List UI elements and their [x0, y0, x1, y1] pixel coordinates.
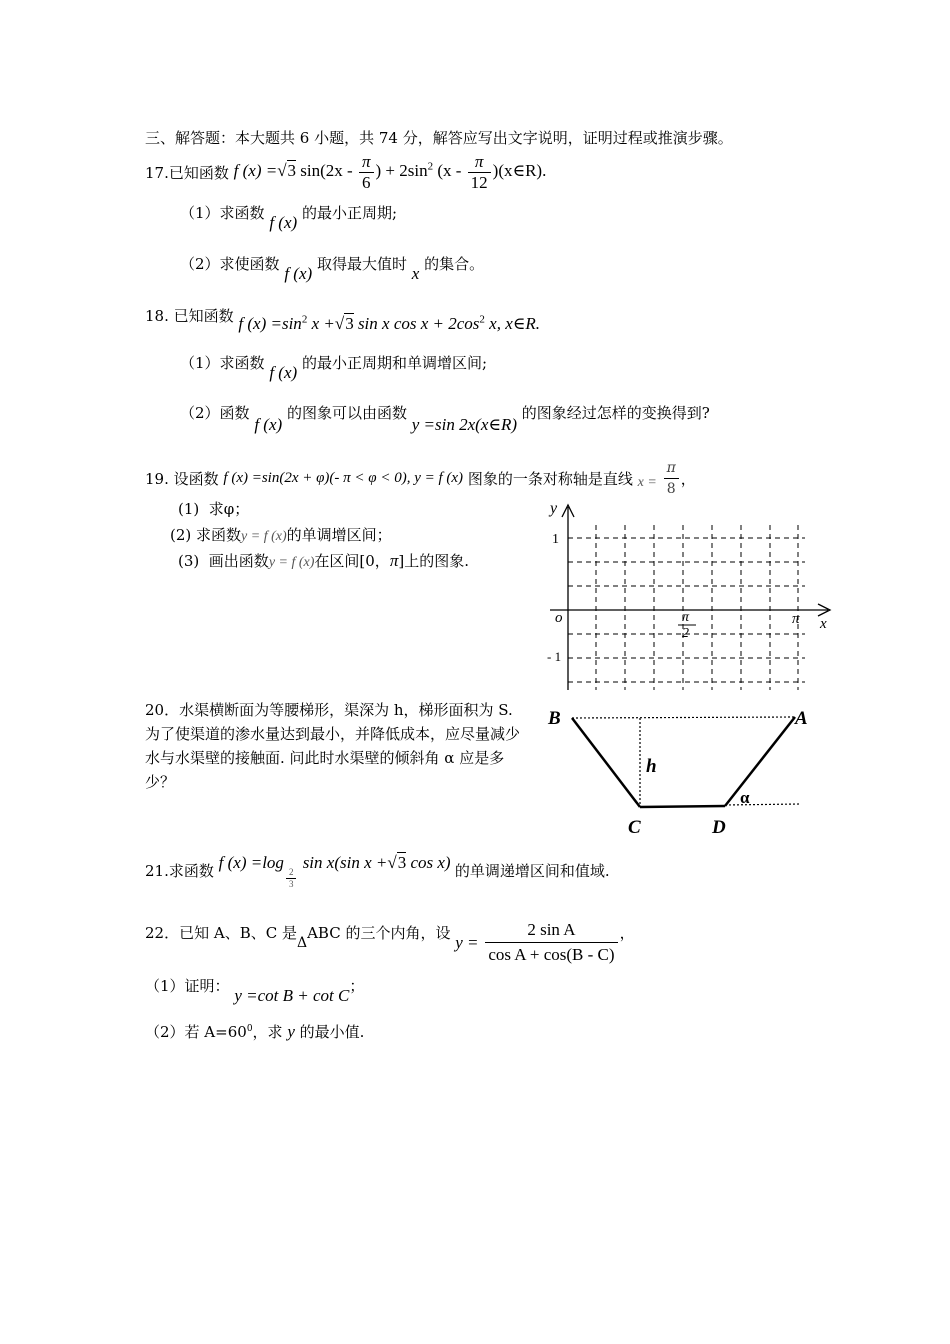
q21-sqrt3: 3	[397, 853, 407, 872]
q19-p2-a: 求函数	[196, 526, 242, 544]
x-axis-label: x	[820, 616, 827, 632]
q19-p2-b: 的单调增区间；	[286, 526, 392, 544]
q18-statement: 18. 已知函数 f $(x) =\sin^2$ x +√3 sin x $\cos x + 2\cos^2$ x, x∈R.	[145, 307, 540, 333]
q19-comma: ，	[680, 470, 696, 488]
q19-p3-b: 在区间[0，	[314, 552, 390, 570]
q17-part1-prefix: （1）求函数	[180, 204, 265, 222]
vertex-label-B: B	[548, 708, 561, 729]
vertex-label-C: C	[628, 817, 641, 838]
q22-part1-prefix: （1）证明：	[145, 977, 230, 995]
q20-trapezoid-figure	[540, 700, 830, 845]
q22-fraction: $\frac{\text{2 sin A}}{\text{cos A + cos(B - C)}}$	[485, 918, 617, 967]
q18-part2-mid: 的图象可以由函数	[286, 404, 407, 422]
q18-part1-prefix: （1）求函数	[180, 354, 265, 372]
q22-statement	[145, 908, 635, 964]
q18-formula-d: x, x∈R.	[489, 314, 540, 333]
q21-label: 21.求函数	[145, 862, 214, 880]
q18-sqrt3: 3	[345, 314, 354, 333]
q22-label: 22．已知 A、B、C 是	[145, 924, 297, 942]
q17-part2-suffix: 的集合。	[424, 255, 485, 273]
q19-axis-x: x =	[637, 474, 657, 490]
q18-part2	[180, 402, 710, 434]
angle-label-alpha: α	[740, 788, 750, 807]
q19-p3-c: ]上的图象.	[398, 552, 469, 570]
q19-p3-a: 画出函数	[208, 552, 269, 570]
q19-p1-text: 求φ；	[208, 500, 250, 518]
q17-formula-c: ) + 2sin	[375, 161, 428, 181]
q21-log-base: $\frac{2}{3}$	[286, 867, 297, 890]
q17-formula-b: sin(2x -	[300, 161, 353, 181]
q18-label: 18. 已知函数	[145, 307, 234, 325]
q19-part2	[170, 524, 392, 545]
q20-text: 20．水渠横断面为等腰梯形，渠深为 h，梯形面积为 S. 为了使渠道的渗水量达到最小，并降低成本，应尽量减少水与水渠壁的接触面. 问此时水渠壁的倾斜角 α 应是多少？	[145, 701, 521, 791]
q22-delta: Δ	[296, 934, 308, 951]
origin-label: o	[555, 610, 563, 626]
q18-formula-a: f (x) =sin	[238, 314, 302, 333]
q17-frac-pi-6: $\frac{\pi}{6}$	[359, 152, 374, 193]
q22-part2-sup: 0	[246, 1024, 253, 1034]
q19-statement	[145, 458, 696, 499]
q19-formula: f (x) =sin(2x + φ)(- π < φ < 0), y = f (x)	[223, 470, 464, 486]
q19-p1-num: (1)	[178, 500, 200, 518]
q17-square: 2	[427, 160, 434, 173]
q22-part2-b: ，求	[252, 1023, 283, 1041]
section-header: 三、解答题：本大题共 6 小题，共 74 分，解答应写出文字说明，证明过程或推演步骤。	[145, 129, 733, 147]
q17-part1-suffix: 的最小正周期;	[301, 204, 398, 222]
q22-part2-y: y	[287, 1022, 295, 1041]
q17-part1-fx: f (x)	[269, 213, 298, 232]
tick-label-pi-half-num: π	[682, 610, 690, 625]
q19-p3-f: y = f (x)	[268, 555, 315, 570]
q17-statement: 17.已知函数 f (x) =√3 sin(2x - $\frac{\pi}{6}$ ) + $2\sin^2$ (x - $\frac{\pi}{12}$ )(x∈R).	[145, 152, 547, 192]
vertex-label-D: D	[712, 817, 726, 838]
q19-p3-pi: π	[389, 551, 399, 570]
q19-grid-figure	[540, 495, 840, 695]
q21-formula-a: f (x) =log	[218, 853, 284, 872]
q17-part2	[180, 253, 485, 283]
q17-sqrt3: 3	[287, 161, 297, 181]
q18-part1-fx: f (x)	[269, 363, 298, 382]
q19-part1	[178, 498, 249, 519]
q19-p3-num: (3)	[178, 552, 200, 570]
q22-abc: ABC 的三个内角，设	[307, 924, 451, 942]
tick-label-pi: π	[792, 611, 800, 627]
q17-part2-fx: f (x)	[284, 264, 313, 283]
q22-part2-a: （2）若 A=60	[145, 1023, 247, 1041]
q17-part2-x: x	[411, 264, 420, 283]
q18-part2-fx: f (x)	[254, 415, 283, 434]
q19-label: 19. 设函数	[145, 470, 219, 488]
q18-sq-2: 2	[479, 313, 485, 326]
trapezoid-right-wall	[725, 717, 795, 806]
tick-label-neg1: - 1	[547, 649, 562, 664]
q17-label: 17.已知函数	[145, 164, 229, 182]
q21-formula-b: sin x(sin x +	[302, 853, 388, 872]
q19-p2-f: y = f (x)	[241, 529, 287, 544]
q22-part2	[145, 1021, 364, 1042]
q18-formula-b: x +	[311, 314, 335, 333]
q17-formula-a: f (x) =	[233, 161, 278, 181]
q18-part2-prefix: （2）函数	[180, 404, 250, 422]
q22-part1-semi: ；	[349, 977, 365, 995]
vertex-label-A: A	[795, 708, 808, 729]
tick-label-1: 1	[552, 532, 559, 547]
q17-part2-prefix: （2）求使函数	[180, 255, 280, 273]
q22-part1	[145, 975, 365, 1005]
q17-part1	[180, 202, 398, 232]
trapezoid-left-wall	[572, 718, 640, 807]
q17-formula-e: )(x∈R).	[492, 161, 547, 181]
q22-comma: ，	[619, 924, 635, 942]
q17-frac-pi-12: $\frac{\pi}{12}$	[468, 152, 491, 193]
q18-part2-suffix: 的图象经过怎样的变换得到?	[521, 404, 710, 422]
q21-formula-c: cos x)	[410, 853, 451, 872]
q22-part2-c: 的最小值.	[299, 1023, 365, 1041]
q17-formula-d: (x -	[437, 161, 462, 181]
q19-frac-pi-8: $\frac{\pi}{8}$	[664, 458, 679, 499]
q18-part1-suffix: 的最小正周期和单调增区间;	[301, 354, 488, 372]
q19-p2-num: (2)	[170, 526, 192, 544]
q18-part2-func: y =sin 2x(x∈R)	[411, 415, 517, 434]
q21-statement: 21.求函数 f (x) =log $\frac{2}{3}$ sin x(sin x +√3 cos x) 的单调递增区间和值域.	[145, 853, 610, 889]
q19-part3	[178, 550, 469, 571]
trapezoid-bottom	[640, 806, 725, 807]
q22-y-eq: y =	[455, 932, 479, 952]
q19-mid: 图象的一条对称轴是直线	[467, 470, 633, 488]
trapezoid-top-dotted	[572, 717, 795, 718]
extension-dotted	[725, 804, 800, 805]
q21-suffix: 的单调递增区间和值域.	[454, 862, 610, 880]
q22-part1-formula: y =cot B + cot C	[234, 986, 350, 1005]
q18-part1	[180, 352, 488, 382]
height-label-h: h	[646, 756, 657, 777]
q17-part2-mid: 取得最大值时	[316, 255, 407, 273]
tick-label-pi-half-den: 2	[682, 626, 689, 641]
q18-formula-c: sin x cos x + 2cos	[357, 314, 480, 333]
q18-sq-1: 2	[301, 313, 308, 326]
y-axis-label: y	[550, 500, 558, 517]
